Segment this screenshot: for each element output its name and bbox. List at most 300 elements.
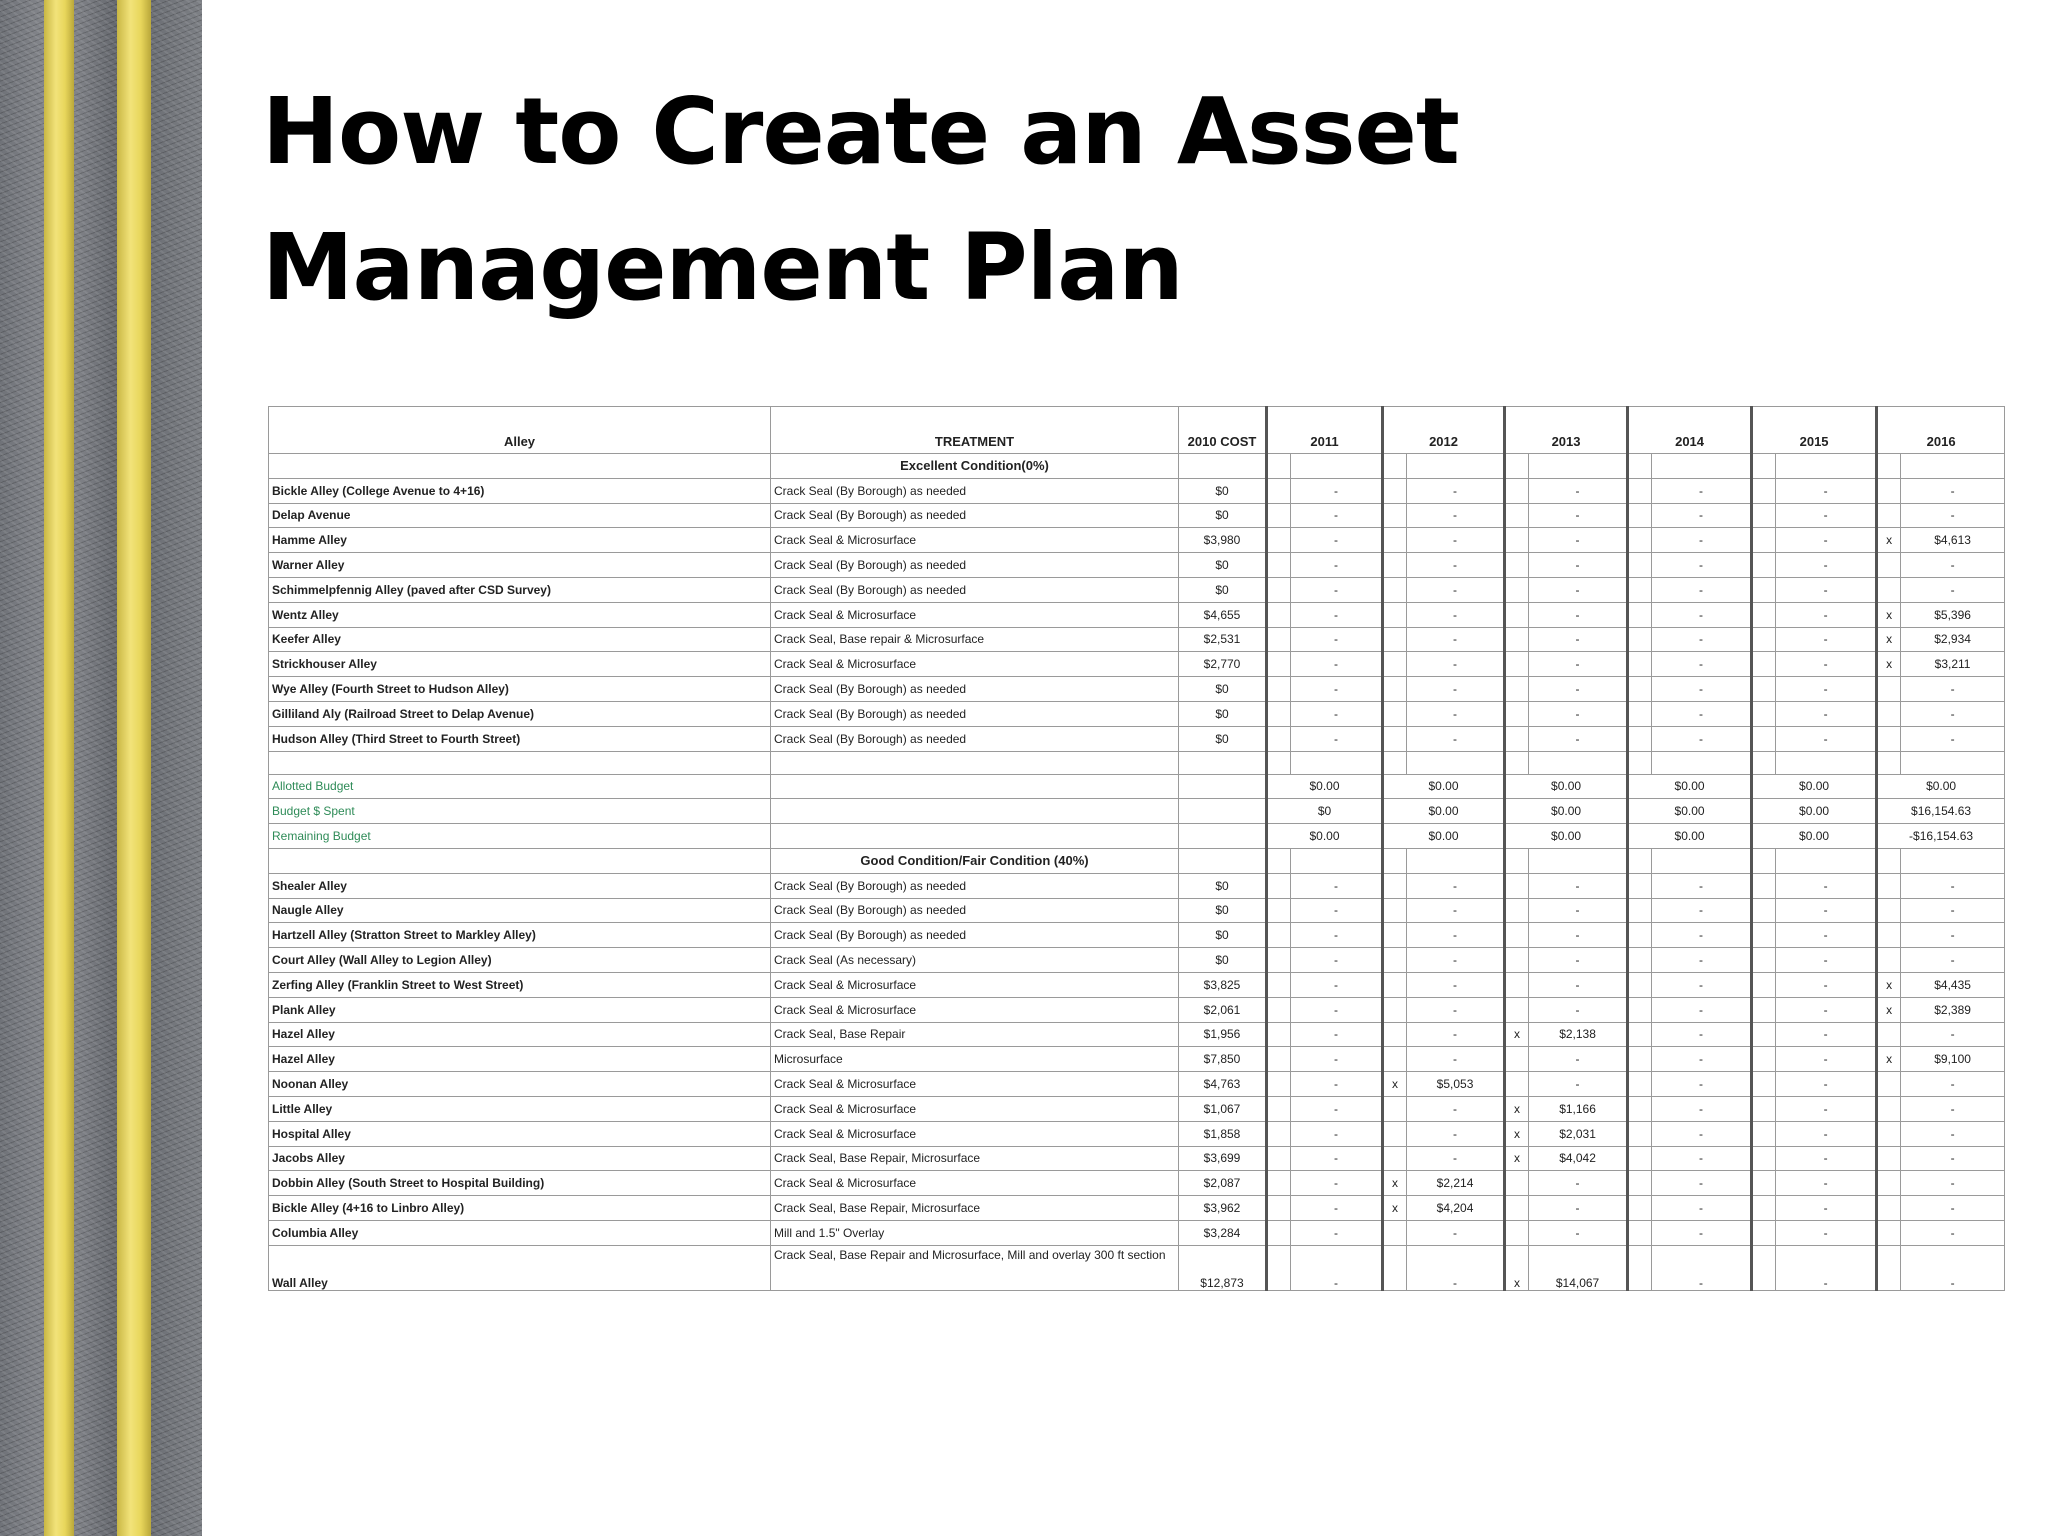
year-amount: - [1407, 898, 1505, 923]
table-row [269, 948, 2005, 973]
treatment: Crack Seal (As necessary) [771, 948, 1179, 973]
header-2012: 2012 [1383, 407, 1505, 454]
alley-name: Hospital Alley [269, 1121, 771, 1146]
cost-2010: $0 [1179, 873, 1267, 898]
table-row [269, 1096, 2005, 1121]
year-mark: x [1877, 1047, 1901, 1072]
year-mark [1877, 1096, 1901, 1121]
year-mark [1752, 1146, 1776, 1171]
table-row [269, 1022, 2005, 1047]
year-amount: - [1652, 1146, 1752, 1171]
treatment: Crack Seal & Microsurface [771, 652, 1179, 677]
year-amount: - [1901, 677, 2005, 702]
year-amount: - [1652, 503, 1752, 528]
year-mark [1267, 478, 1291, 503]
year-amount: $4,042 [1529, 1146, 1628, 1171]
blank-cell [1179, 751, 1267, 774]
year-amount: $2,389 [1901, 997, 2005, 1022]
year-mark [1628, 478, 1652, 503]
year-mark [1267, 1146, 1291, 1171]
alley-name: Delap Avenue [269, 503, 771, 528]
year-mark [1628, 997, 1652, 1022]
section-header-row [269, 848, 2005, 873]
section-blank-cell [1267, 454, 1291, 479]
table-row [269, 1121, 2005, 1146]
treatment: Crack Seal (By Borough) as needed [771, 503, 1179, 528]
year-amount: - [1901, 1245, 2005, 1290]
year-amount: - [1652, 577, 1752, 602]
alley-name: Columbia Alley [269, 1220, 771, 1245]
year-amount: - [1776, 1121, 1877, 1146]
section-blank-cell [1652, 848, 1752, 873]
cost-2010: $0 [1179, 923, 1267, 948]
year-mark [1877, 1121, 1901, 1146]
blank-cell [1505, 751, 1529, 774]
year-amount: - [1652, 1220, 1752, 1245]
year-mark [1877, 1220, 1901, 1245]
year-amount: - [1407, 923, 1505, 948]
cost-2010: $12,873 [1179, 1245, 1267, 1290]
year-amount: - [1529, 553, 1628, 578]
treatment: Crack Seal & Microsurface [771, 1171, 1179, 1196]
year-mark [1267, 948, 1291, 973]
treatment: Crack Seal (By Borough) as needed [771, 553, 1179, 578]
year-mark [1752, 873, 1776, 898]
budget-value: $0.00 [1505, 824, 1628, 849]
alley-name: Strickhouser Alley [269, 652, 771, 677]
year-amount: - [1652, 873, 1752, 898]
year-mark [1628, 1245, 1652, 1290]
year-amount: - [1529, 478, 1628, 503]
blank-cell [1383, 751, 1407, 774]
year-mark [1628, 1220, 1652, 1245]
cost-2010: $0 [1179, 503, 1267, 528]
year-amount: - [1776, 923, 1877, 948]
section-blank-cell [1505, 848, 1529, 873]
year-amount: - [1652, 701, 1752, 726]
year-mark [1877, 1171, 1901, 1196]
year-mark: x [1877, 972, 1901, 997]
year-mark [1877, 873, 1901, 898]
budget-value: $0.00 [1267, 824, 1383, 849]
year-amount: - [1291, 677, 1383, 702]
year-amount: - [1529, 652, 1628, 677]
year-mark: x [1877, 627, 1901, 652]
year-mark [1505, 972, 1529, 997]
year-mark [1877, 1196, 1901, 1221]
year-amount: - [1529, 948, 1628, 973]
year-mark [1505, 1171, 1529, 1196]
year-mark [1267, 1171, 1291, 1196]
section-blank-cell [269, 848, 771, 873]
treatment: Crack Seal (By Borough) as needed [771, 677, 1179, 702]
cost-2010: $1,858 [1179, 1121, 1267, 1146]
year-amount: - [1776, 1171, 1877, 1196]
year-amount: - [1901, 1220, 2005, 1245]
year-amount: - [1291, 1022, 1383, 1047]
year-mark [1383, 1146, 1407, 1171]
year-mark [1383, 627, 1407, 652]
cost-2010: $3,962 [1179, 1196, 1267, 1221]
alley-name: Hudson Alley (Third Street to Fourth Street) [269, 726, 771, 751]
year-amount: - [1291, 1146, 1383, 1171]
year-mark [1267, 553, 1291, 578]
blank-cell [1877, 751, 1901, 774]
year-mark [1383, 701, 1407, 726]
budget-value: $0.00 [1628, 824, 1752, 849]
cost-2010: $4,655 [1179, 602, 1267, 627]
year-amount: - [1901, 478, 2005, 503]
treatment: Crack Seal (By Borough) as needed [771, 873, 1179, 898]
blank-cell [1291, 751, 1383, 774]
year-amount: - [1529, 1220, 1628, 1245]
year-mark [1505, 701, 1529, 726]
cost-2010: $2,061 [1179, 997, 1267, 1022]
year-amount: - [1291, 1171, 1383, 1196]
year-amount: $2,934 [1901, 627, 2005, 652]
treatment: Crack Seal (By Borough) as needed [771, 923, 1179, 948]
alley-name: Warner Alley [269, 553, 771, 578]
year-mark [1505, 503, 1529, 528]
cost-2010: $0 [1179, 701, 1267, 726]
section-blank-cell [1529, 454, 1628, 479]
year-amount: - [1291, 652, 1383, 677]
year-mark [1267, 528, 1291, 553]
blank-cell [1179, 774, 1267, 799]
year-amount: $1,166 [1529, 1096, 1628, 1121]
year-amount: - [1776, 503, 1877, 528]
year-amount: - [1407, 701, 1505, 726]
cost-2010: $0 [1179, 898, 1267, 923]
year-amount: - [1652, 478, 1752, 503]
year-amount: - [1776, 997, 1877, 1022]
year-amount: - [1776, 948, 1877, 973]
section-blank-cell [1776, 454, 1877, 479]
section-title: Excellent Condition(0%) [771, 454, 1179, 479]
budget-row [269, 774, 2005, 799]
year-amount: - [1901, 1072, 2005, 1097]
treatment: Crack Seal & Microsurface [771, 1072, 1179, 1097]
treatment: Microsurface [771, 1047, 1179, 1072]
year-mark [1505, 726, 1529, 751]
year-amount: - [1776, 726, 1877, 751]
year-amount: - [1407, 1245, 1505, 1290]
year-amount: $4,204 [1407, 1196, 1505, 1221]
table-row [269, 627, 2005, 652]
year-amount: - [1776, 652, 1877, 677]
year-amount: - [1407, 1022, 1505, 1047]
year-amount: - [1901, 948, 2005, 973]
year-mark [1752, 577, 1776, 602]
table-row [269, 701, 2005, 726]
alley-name: Gilliland Aly (Railroad Street to Delap Avenue) [269, 701, 771, 726]
alley-name: Jacobs Alley [269, 1146, 771, 1171]
year-mark [1752, 1022, 1776, 1047]
year-amount: - [1529, 602, 1628, 627]
year-amount: - [1901, 701, 2005, 726]
year-amount: $4,613 [1901, 528, 2005, 553]
year-amount: - [1407, 1121, 1505, 1146]
year-amount: - [1407, 873, 1505, 898]
year-amount: - [1291, 503, 1383, 528]
year-mark [1383, 923, 1407, 948]
year-amount: - [1652, 528, 1752, 553]
year-mark [1267, 997, 1291, 1022]
section-blank-cell [1628, 848, 1652, 873]
table-row [269, 972, 2005, 997]
year-amount: - [1901, 577, 2005, 602]
year-mark [1752, 528, 1776, 553]
year-mark [1628, 1146, 1652, 1171]
year-mark [1505, 478, 1529, 503]
year-mark [1877, 553, 1901, 578]
budget-value: $0.00 [1383, 799, 1505, 824]
section-blank-cell [1901, 454, 2005, 479]
section-blank-cell [1628, 454, 1652, 479]
header-2016: 2016 [1877, 407, 2005, 454]
year-mark [1383, 1096, 1407, 1121]
cost-2010: $1,067 [1179, 1096, 1267, 1121]
year-mark [1267, 577, 1291, 602]
treatment: Crack Seal (By Borough) as needed [771, 726, 1179, 751]
year-mark [1267, 1245, 1291, 1290]
year-mark [1383, 528, 1407, 553]
table-row [269, 478, 2005, 503]
year-mark [1752, 701, 1776, 726]
year-amount: - [1407, 726, 1505, 751]
year-amount: - [1291, 602, 1383, 627]
year-amount: - [1652, 602, 1752, 627]
treatment: Crack Seal (By Borough) as needed [771, 898, 1179, 923]
year-mark [1752, 1245, 1776, 1290]
alley-name: Plank Alley [269, 997, 771, 1022]
road-background-image [0, 0, 202, 1536]
year-mark [1628, 602, 1652, 627]
year-mark [1267, 652, 1291, 677]
year-amount: - [1776, 898, 1877, 923]
alley-name: Naugle Alley [269, 898, 771, 923]
cost-2010: $7,850 [1179, 1047, 1267, 1072]
blank-cell [1267, 751, 1291, 774]
section-blank-cell [1179, 454, 1267, 479]
table-row [269, 1220, 2005, 1245]
year-mark [1752, 972, 1776, 997]
year-mark [1752, 677, 1776, 702]
year-amount: - [1407, 478, 1505, 503]
year-mark [1505, 602, 1529, 627]
year-mark [1267, 898, 1291, 923]
year-amount: $2,214 [1407, 1171, 1505, 1196]
year-amount: - [1776, 1072, 1877, 1097]
blank-cell [1628, 751, 1652, 774]
alley-name: Zerfing Alley (Franklin Street to West Street) [269, 972, 771, 997]
year-amount: - [1291, 1220, 1383, 1245]
year-mark [1752, 898, 1776, 923]
year-mark [1628, 1121, 1652, 1146]
year-mark [1877, 898, 1901, 923]
section-blank-cell [1752, 848, 1776, 873]
alley-name: Court Alley (Wall Alley to Legion Alley) [269, 948, 771, 973]
alley-name: Wentz Alley [269, 602, 771, 627]
year-mark: x [1383, 1171, 1407, 1196]
table-row [269, 1196, 2005, 1221]
year-mark [1628, 972, 1652, 997]
year-amount: $14,067 [1529, 1245, 1628, 1290]
year-amount: - [1407, 1220, 1505, 1245]
year-mark [1628, 948, 1652, 973]
year-mark [1383, 1022, 1407, 1047]
year-mark [1628, 677, 1652, 702]
year-mark [1752, 627, 1776, 652]
blank-cell [771, 774, 1179, 799]
year-amount: - [1776, 873, 1877, 898]
year-mark [1505, 677, 1529, 702]
year-amount: - [1407, 1047, 1505, 1072]
section-blank-cell [1383, 454, 1407, 479]
table-row [269, 677, 2005, 702]
year-amount: - [1407, 577, 1505, 602]
year-mark [1505, 873, 1529, 898]
year-mark [1628, 553, 1652, 578]
cost-2010: $0 [1179, 478, 1267, 503]
cost-2010: $0 [1179, 553, 1267, 578]
year-amount: - [1652, 923, 1752, 948]
budget-value: $0.00 [1752, 774, 1877, 799]
year-amount: - [1652, 627, 1752, 652]
treatment: Crack Seal & Microsurface [771, 1096, 1179, 1121]
header-alley: Alley [269, 407, 771, 454]
budget-value: $0.00 [1877, 774, 2005, 799]
cost-2010: $0 [1179, 577, 1267, 602]
section-blank-cell [1877, 848, 1901, 873]
year-amount: - [1652, 1245, 1752, 1290]
alley-name: Schimmelpfennig Alley (paved after CSD Survey) [269, 577, 771, 602]
year-amount: - [1776, 1146, 1877, 1171]
cost-2010: $0 [1179, 677, 1267, 702]
table-row [269, 652, 2005, 677]
year-mark [1752, 726, 1776, 751]
blank-cell [1901, 751, 2005, 774]
header-2010-cost: 2010 COST [1179, 407, 1267, 454]
section-blank-cell [1179, 848, 1267, 873]
budget-value: $0.00 [1383, 774, 1505, 799]
budget-row [269, 799, 2005, 824]
year-mark: x [1383, 1196, 1407, 1221]
year-mark [1752, 503, 1776, 528]
budget-value: $0.00 [1752, 824, 1877, 849]
year-amount: - [1652, 677, 1752, 702]
year-amount: $3,211 [1901, 652, 2005, 677]
alley-name: Bickle Alley (4+16 to Linbro Alley) [269, 1196, 771, 1221]
year-amount: - [1291, 701, 1383, 726]
year-mark [1628, 898, 1652, 923]
cost-2010: $2,770 [1179, 652, 1267, 677]
year-mark: x [1877, 997, 1901, 1022]
cost-2010: $3,980 [1179, 528, 1267, 553]
year-mark: x [1505, 1096, 1529, 1121]
section-title: Good Condition/Fair Condition (40%) [771, 848, 1179, 873]
year-mark [1267, 1022, 1291, 1047]
year-amount: - [1901, 873, 2005, 898]
header-row [269, 407, 2005, 454]
year-amount: - [1291, 923, 1383, 948]
slide-title [262, 64, 1459, 336]
year-amount: - [1529, 1072, 1628, 1097]
year-amount: - [1291, 627, 1383, 652]
header-2013: 2013 [1505, 407, 1628, 454]
blank-cell [1652, 751, 1752, 774]
year-mark [1752, 948, 1776, 973]
budget-value: $0.00 [1628, 799, 1752, 824]
year-mark [1752, 1047, 1776, 1072]
year-mark [1267, 1047, 1291, 1072]
year-mark [1877, 726, 1901, 751]
year-amount: - [1652, 726, 1752, 751]
year-amount: - [1901, 1096, 2005, 1121]
year-amount: - [1291, 898, 1383, 923]
year-mark [1383, 997, 1407, 1022]
table-row [269, 503, 2005, 528]
year-mark [1383, 652, 1407, 677]
year-mark [1877, 1072, 1901, 1097]
year-mark [1752, 923, 1776, 948]
road-stripe [117, 0, 151, 1536]
year-amount: - [1291, 1072, 1383, 1097]
cost-2010: $2,531 [1179, 627, 1267, 652]
year-mark [1383, 577, 1407, 602]
year-amount: - [1529, 1196, 1628, 1221]
year-mark [1383, 898, 1407, 923]
year-amount: - [1776, 1096, 1877, 1121]
year-mark: x [1877, 528, 1901, 553]
year-amount: - [1291, 873, 1383, 898]
year-amount: - [1529, 701, 1628, 726]
treatment: Crack Seal & Microsurface [771, 1121, 1179, 1146]
year-mark [1383, 1047, 1407, 1072]
year-amount: - [1901, 1171, 2005, 1196]
section-blank-cell [1752, 454, 1776, 479]
header-treatment: TREATMENT [771, 407, 1179, 454]
table-row [269, 1171, 2005, 1196]
section-blank-cell [1877, 454, 1901, 479]
treatment: Crack Seal (By Borough) as needed [771, 478, 1179, 503]
year-mark [1505, 997, 1529, 1022]
year-amount: $2,031 [1529, 1121, 1628, 1146]
year-amount: - [1652, 1121, 1752, 1146]
year-mark [1267, 1096, 1291, 1121]
cost-2010: $3,699 [1179, 1146, 1267, 1171]
treatment: Crack Seal, Base Repair, Microsurface [771, 1196, 1179, 1221]
header-2014: 2014 [1628, 407, 1752, 454]
treatment: Crack Seal, Base Repair and Microsurface, Mill and overlay 300 ft section [771, 1245, 1179, 1290]
alley-name: Hartzell Alley (Stratton Street to Markley Alley) [269, 923, 771, 948]
year-mark [1628, 726, 1652, 751]
year-mark [1267, 701, 1291, 726]
year-amount: - [1529, 528, 1628, 553]
road-stripe [44, 0, 74, 1536]
year-amount: - [1776, 627, 1877, 652]
year-mark [1383, 553, 1407, 578]
year-amount: - [1529, 726, 1628, 751]
alley-name: Hamme Alley [269, 528, 771, 553]
table-row [269, 997, 2005, 1022]
year-mark [1628, 1072, 1652, 1097]
year-amount: - [1652, 1171, 1752, 1196]
year-mark [1383, 948, 1407, 973]
year-mark [1267, 1196, 1291, 1221]
year-mark [1267, 1072, 1291, 1097]
year-mark [1628, 923, 1652, 948]
